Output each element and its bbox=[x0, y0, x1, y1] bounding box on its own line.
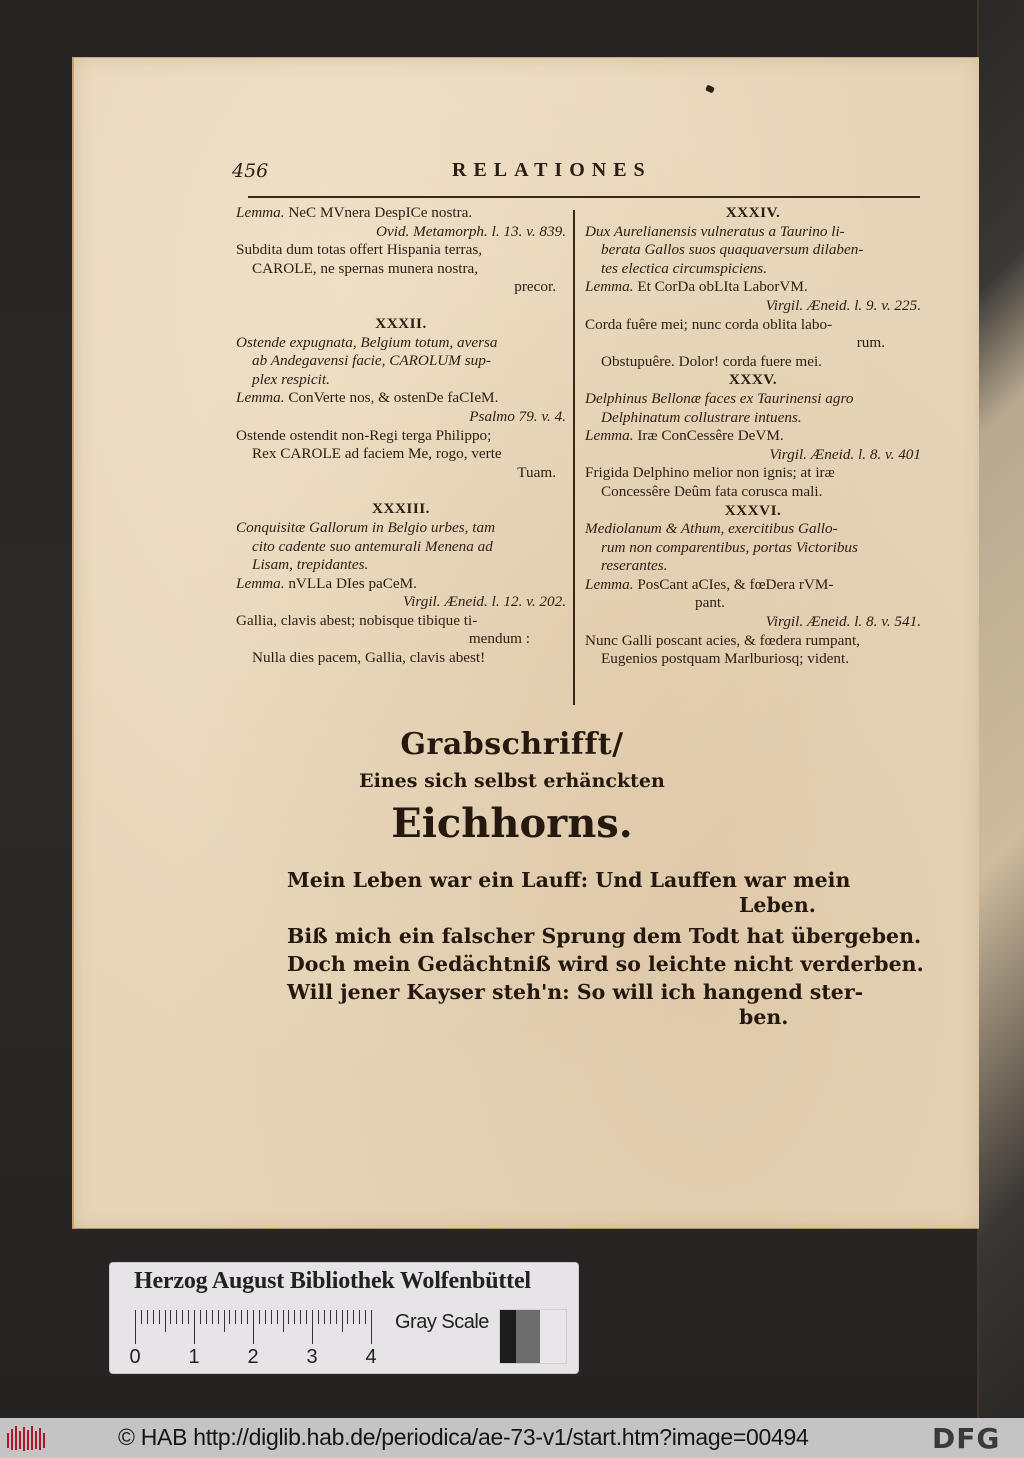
text-line: Dux Aurelianensis vulneratus a Taurino li- bbox=[585, 222, 845, 240]
text-line: Subdita dum totas offert Hispania terras, bbox=[236, 241, 483, 259]
adjacent-page-edge bbox=[977, 0, 1024, 1418]
text-line: CAROLE, ne spernas munera nostra, bbox=[252, 259, 479, 277]
verse-line: Biß mich ein falscher Sprung dem Todt hat übergeben. bbox=[287, 924, 922, 948]
header-rule bbox=[248, 196, 920, 198]
lemma-line: Lemma. nVLLa DIes paCeM. bbox=[236, 574, 417, 592]
ruler-tick bbox=[259, 1310, 260, 1324]
text-line: Mediolanum & Athum, exercitibus Gallo- bbox=[585, 520, 838, 538]
footer-bar bbox=[0, 1418, 1024, 1458]
ruler-tick bbox=[147, 1310, 148, 1324]
section-number: XXXIII. bbox=[372, 500, 430, 518]
ruler-tick bbox=[194, 1310, 195, 1344]
text-line: Delphinatum collustrare intuens. bbox=[601, 408, 802, 426]
ruler-tick bbox=[324, 1310, 325, 1324]
source-url[interactable]: © HAB http://diglib.hab.de/periodica/ae-73-v1/start.htm?image=00494 bbox=[118, 1424, 809, 1450]
text-line: mendum : bbox=[468, 630, 530, 648]
column-divider bbox=[573, 210, 575, 705]
text-line: berata Gallos suos quaquaversum dilaben- bbox=[601, 241, 864, 259]
verse-line: Mein Leben war ein Lauff: Und Lauffen war mein bbox=[287, 868, 851, 892]
ruler-tick bbox=[342, 1310, 343, 1332]
text-line: Eugenios postquam Marlburiosq; vident. bbox=[601, 650, 850, 668]
text-line: precor. bbox=[514, 278, 556, 296]
text-line: Rex CAROLE ad faciem Me, rogo, verte bbox=[252, 445, 502, 463]
lemma-line: Lemma. NeC MVnera DespICe nostra. bbox=[236, 204, 473, 221]
text-line: tes electica circumspiciens. bbox=[601, 259, 768, 277]
ruler-tick bbox=[241, 1310, 242, 1324]
ruler-tick bbox=[176, 1310, 177, 1324]
section-number: XXXV. bbox=[728, 371, 778, 389]
ruler-tick bbox=[306, 1310, 307, 1324]
ruler-tick bbox=[135, 1310, 136, 1344]
ruler-tick bbox=[353, 1310, 354, 1324]
text-line bbox=[236, 297, 566, 315]
lemma-label: Lemma. bbox=[585, 575, 634, 593]
ruler-tick bbox=[288, 1310, 289, 1324]
text-line: rum. bbox=[856, 334, 885, 352]
gray-swatch bbox=[500, 1310, 516, 1363]
lemma-label: Lemma. bbox=[236, 389, 285, 407]
section-number: XXXII. bbox=[375, 314, 427, 332]
ruler-tick bbox=[336, 1310, 337, 1324]
lemma-label: Lemma. bbox=[236, 204, 285, 221]
text-line: Obstupuêre. Dolor! corda fuere mei. bbox=[601, 352, 822, 370]
citation-line: Ovid. Metamorph. l. 13. v. 839. bbox=[376, 222, 566, 240]
section-number: XXXVI. bbox=[724, 501, 782, 519]
right-column bbox=[585, 204, 921, 669]
text-line: Delphinus Bellonæ faces ex Taurinensi agro bbox=[585, 389, 854, 407]
ruler-label: 3 bbox=[306, 1346, 318, 1368]
ruler-tick bbox=[271, 1310, 272, 1324]
text-line bbox=[236, 482, 566, 500]
ruler-tick bbox=[159, 1310, 160, 1324]
ruler-tick bbox=[347, 1310, 348, 1324]
ruler-label: 0 bbox=[129, 1346, 141, 1368]
citation-line: Virgil. Æneid. l. 12. v. 202. bbox=[403, 593, 566, 611]
text-line: Corda fuêre mei; nunc corda oblita labo- bbox=[585, 315, 833, 333]
cm-ruler bbox=[129, 1310, 377, 1370]
gray-swatch bbox=[540, 1310, 566, 1363]
ruler-tick bbox=[212, 1310, 213, 1324]
epitaph-title: Grabschrifft/ bbox=[400, 727, 624, 762]
text-line: Lisam, trepidantes. bbox=[252, 556, 369, 574]
dfg-logo-icon: DFG bbox=[932, 1422, 1001, 1455]
lemma-label: Lemma. bbox=[585, 427, 634, 445]
gray-swatch bbox=[516, 1310, 540, 1363]
page-number: 456 bbox=[232, 160, 269, 182]
ruler-tick bbox=[371, 1310, 372, 1344]
ruler-tick bbox=[253, 1310, 254, 1344]
hab-logo-icon bbox=[6, 1425, 46, 1452]
ruler-tick bbox=[165, 1310, 166, 1332]
lemma-label: Lemma. bbox=[236, 574, 285, 592]
left-column bbox=[236, 204, 566, 668]
text-line: reserantes. bbox=[601, 557, 668, 575]
text-line: Nulla dies pacem, Gallia, clavis abest! bbox=[252, 649, 486, 667]
ruler-tick bbox=[330, 1310, 331, 1324]
verse-continuation: Leben. bbox=[739, 893, 816, 917]
ruler-tick bbox=[141, 1310, 142, 1324]
lemma-line: Lemma. PosCant aCIes, & fœDera rVM- bbox=[585, 575, 834, 593]
text-line: Concessêre Deûm fata corusca mali. bbox=[601, 482, 823, 500]
ruler-tick bbox=[359, 1310, 360, 1324]
lemma-label: Lemma. bbox=[585, 278, 634, 296]
verse-line: Doch mein Gedächtniß wird so leichte nicht verderben. bbox=[287, 952, 924, 976]
text-line: Ostende expugnata, Belgium totum, aversa bbox=[236, 333, 498, 351]
citation-line: Virgil. Æneid. l. 9. v. 225. bbox=[765, 296, 921, 314]
ruler-tick bbox=[153, 1310, 154, 1324]
ruler-tick bbox=[300, 1310, 301, 1324]
running-head: RELATIONES bbox=[452, 159, 652, 181]
text-line: Gallia, clavis abest; nobisque tibique ti- bbox=[236, 611, 478, 629]
ruler-tick bbox=[218, 1310, 219, 1324]
ruler-tick bbox=[247, 1310, 248, 1324]
lemma-line: Lemma. Iræ ConCessêre DeVM. bbox=[585, 427, 784, 445]
lemma-line: Lemma. Et CorDa obLIta LaborVM. bbox=[585, 278, 808, 296]
citation-line: Psalmo 79. v. 4. bbox=[469, 407, 566, 425]
ruler-tick bbox=[229, 1310, 230, 1324]
epitaph-verses bbox=[287, 866, 927, 1028]
ruler-tick bbox=[277, 1310, 278, 1324]
ruler-tick bbox=[224, 1310, 225, 1332]
ruler-tick bbox=[283, 1310, 284, 1332]
ruler-tick bbox=[235, 1310, 236, 1324]
citation-line: Virgil. Æneid. l. 8. v. 401 bbox=[769, 445, 921, 463]
ruler-label: 2 bbox=[247, 1346, 259, 1368]
text-line: ab Andegavensi facie, CAROLUM sup- bbox=[252, 352, 491, 370]
section-number: XXXIV. bbox=[725, 204, 781, 221]
text-line: Nunc Galli poscant acies, & fœdera rumpant, bbox=[585, 631, 860, 649]
text-line: Conquisitæ Gallorum in Belgio urbes, tam bbox=[236, 518, 496, 536]
gray-scale-swatches bbox=[500, 1310, 566, 1363]
text-line: Tuam. bbox=[517, 463, 556, 481]
epitaph-subject: Eichhorns. bbox=[391, 800, 633, 847]
lemma-line: Lemma. ConVerte nos, & ostenDe faCIeM. bbox=[236, 389, 499, 407]
text-line: Frigida Delphino melior non ignis; at iræ bbox=[585, 464, 835, 482]
library-name: Herzog August Bibliothek Wolfenbüttel bbox=[134, 1268, 531, 1294]
ruler-tick bbox=[170, 1310, 171, 1324]
ruler-tick bbox=[182, 1310, 183, 1324]
verse-line: Will jener Kayser steh'n: So will ich hangend ster- bbox=[287, 980, 864, 1004]
verse-continuation: ben. bbox=[739, 1005, 789, 1029]
calibration-card bbox=[110, 1263, 578, 1373]
gray-scale-label: Gray Scale bbox=[395, 1311, 489, 1333]
text-line: cito cadente suo antemurali Menena ad bbox=[252, 537, 493, 555]
text-line: pant. bbox=[695, 594, 725, 612]
citation-line: Virgil. Æneid. l. 8. v. 541. bbox=[765, 613, 921, 631]
ruler-label: 1 bbox=[188, 1346, 200, 1368]
ruler-tick bbox=[265, 1310, 266, 1324]
ruler-tick bbox=[206, 1310, 207, 1324]
text-line: rum non comparentibus, portas Victoribus bbox=[601, 538, 858, 556]
ruler-tick bbox=[365, 1310, 366, 1324]
ruler-tick bbox=[312, 1310, 313, 1344]
ruler-tick bbox=[188, 1310, 189, 1324]
epitaph-subtitle: Eines sich selbst erhänckten bbox=[359, 770, 665, 792]
ruler-label: 4 bbox=[365, 1346, 377, 1368]
ruler-tick bbox=[200, 1310, 201, 1324]
text-line: Ostende ostendit non-Regi terga Philippo; bbox=[236, 426, 492, 444]
text-line: plex respicit. bbox=[252, 370, 330, 388]
ruler-tick bbox=[294, 1310, 295, 1324]
ruler-tick bbox=[318, 1310, 319, 1324]
